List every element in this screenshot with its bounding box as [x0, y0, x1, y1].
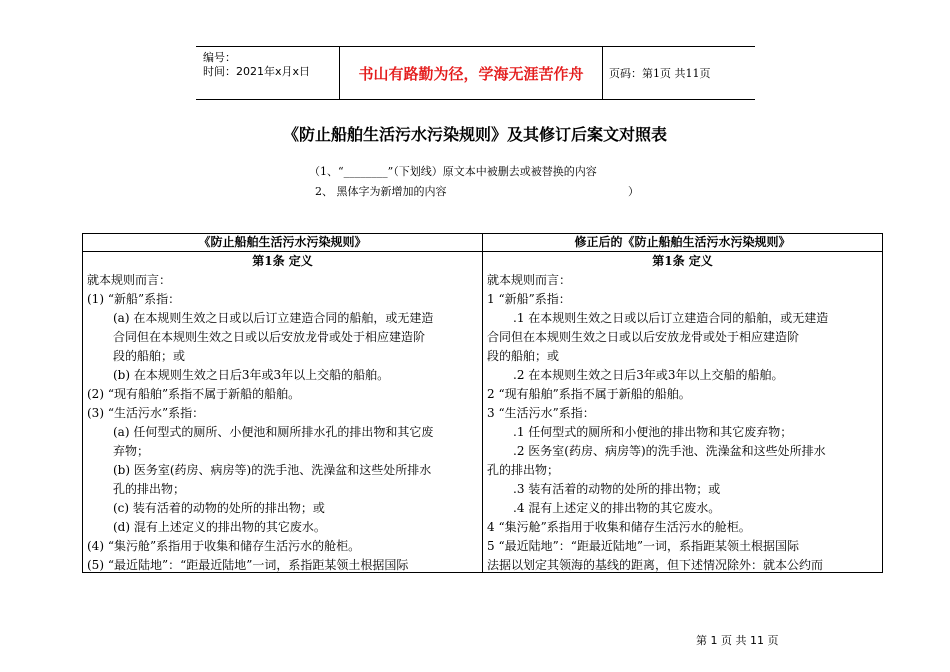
left-line: 就本规则而言： [87, 273, 172, 287]
left-column-header: 《防止船舶生活污水污染规则》 [83, 234, 483, 252]
right-line: .4 混有上述定义的排出物的其它废水。 [513, 501, 721, 515]
left-line: (b) 在本规则生效之日后3年或3年以上交船的船舶。 [113, 368, 390, 382]
right-line: .3 装有活着的动物的处所的排出物；或 [513, 482, 721, 496]
number-label: 编号： [203, 51, 236, 64]
right-line: 3 “生活污水”系指： [487, 406, 595, 420]
document-title: 《防止船舶生活污水污染规则》及其修订后案文对照表 [282, 125, 667, 144]
page-footer: 第 1 页 共 11 页 [696, 634, 779, 647]
left-line: 合同但在本规则生效之日或以后安放龙骨或处于相应建造阶 [113, 330, 426, 344]
note-line-2: 2、 黑体字为新增加的内容 [315, 185, 447, 198]
left-line: (d) 混有上述定义的排出物的其它废水。 [113, 520, 326, 534]
right-column-header: 修正后的《防止船舶生活污水污染规则》 [483, 234, 883, 252]
header-motto: 书山有路勤为径，学海无涯苦作舟 [339, 47, 603, 99]
right-column-body [483, 252, 883, 573]
left-line: (5) “最近陆地”：“距最近陆地”一词，系指距某领土根据国际 [87, 558, 409, 572]
right-line: 段的船舶；或 [487, 349, 560, 363]
left-line: (c) 装有活着的动物的处所的排出物；或 [113, 501, 325, 515]
date-label: 时间：2021年x月x日 [203, 65, 311, 78]
left-column-body [83, 252, 483, 573]
right-line: .2 在本规则生效之日后3年或3年以上交船的船舶。 [513, 368, 784, 382]
right-line: .1 任何型式的厕所和小便池的排出物和其它废弃物； [513, 425, 793, 439]
right-line: 法据以划定其领海的基线的距离，但下述情况除外：就本公约而 [487, 558, 824, 572]
left-line: (a) 在本规则生效之日或以后订立建造合同的船舶，或无建造 [113, 311, 434, 325]
left-line: (1) “新船”系指： [87, 292, 181, 306]
comparison-table [82, 233, 883, 573]
right-line: 就本规则而言： [487, 273, 572, 287]
header-page-info: 页码：第1页 共11页 [609, 67, 711, 80]
left-line: (2) “现有船舶”系指不属于新船的船舶。 [87, 387, 301, 401]
right-line: .1 在本规则生效之日或以后订立建造合同的船舶，或无建造 [513, 311, 829, 325]
left-line: 段的船舶；或 [113, 349, 186, 363]
note-close: ） [628, 185, 639, 198]
document-header [196, 46, 755, 100]
left-line: 孔的排出物； [113, 482, 186, 496]
left-line: (a) 任何型式的厕所、小便池和厕所排水孔的排出物和其它废 [113, 425, 434, 439]
left-line: 弃物； [113, 444, 150, 458]
left-line: (3) “生活污水”系指： [87, 406, 205, 420]
left-line: (4) “集污舱”系指用于收集和储存生活污水的舱柜。 [87, 539, 361, 553]
right-line: 1 “新船”系指： [487, 292, 571, 306]
left-article-heading: 第1条 定义 [252, 254, 313, 268]
right-line: 2 “现有船舶”系指不属于新船的船舶。 [487, 387, 691, 401]
right-line: 合同但在本规则生效之日或以后安放龙骨或处于相应建造阶 [487, 330, 800, 344]
note-line-1: （1、“________”（下划线）原文本中被删去或被替换的内容 [309, 165, 597, 178]
left-line: (b) 医务室(药房、病房等)的洗手池、洗澡盆和这些处所排水 [113, 463, 432, 477]
right-line: 4 “集污舱”系指用于收集和储存生活污水的舱柜。 [487, 520, 751, 534]
right-line: .2 医务室(药房、病房等)的洗手池、洗澡盆和这些处所排水 [513, 444, 826, 458]
right-line: 5 “最近陆地”：“距最近陆地”一词，系指距某领土根据国际 [487, 539, 799, 553]
header-meta [196, 47, 339, 99]
right-article-heading: 第1条 定义 [652, 254, 713, 268]
right-line: 孔的排出物； [487, 463, 560, 477]
